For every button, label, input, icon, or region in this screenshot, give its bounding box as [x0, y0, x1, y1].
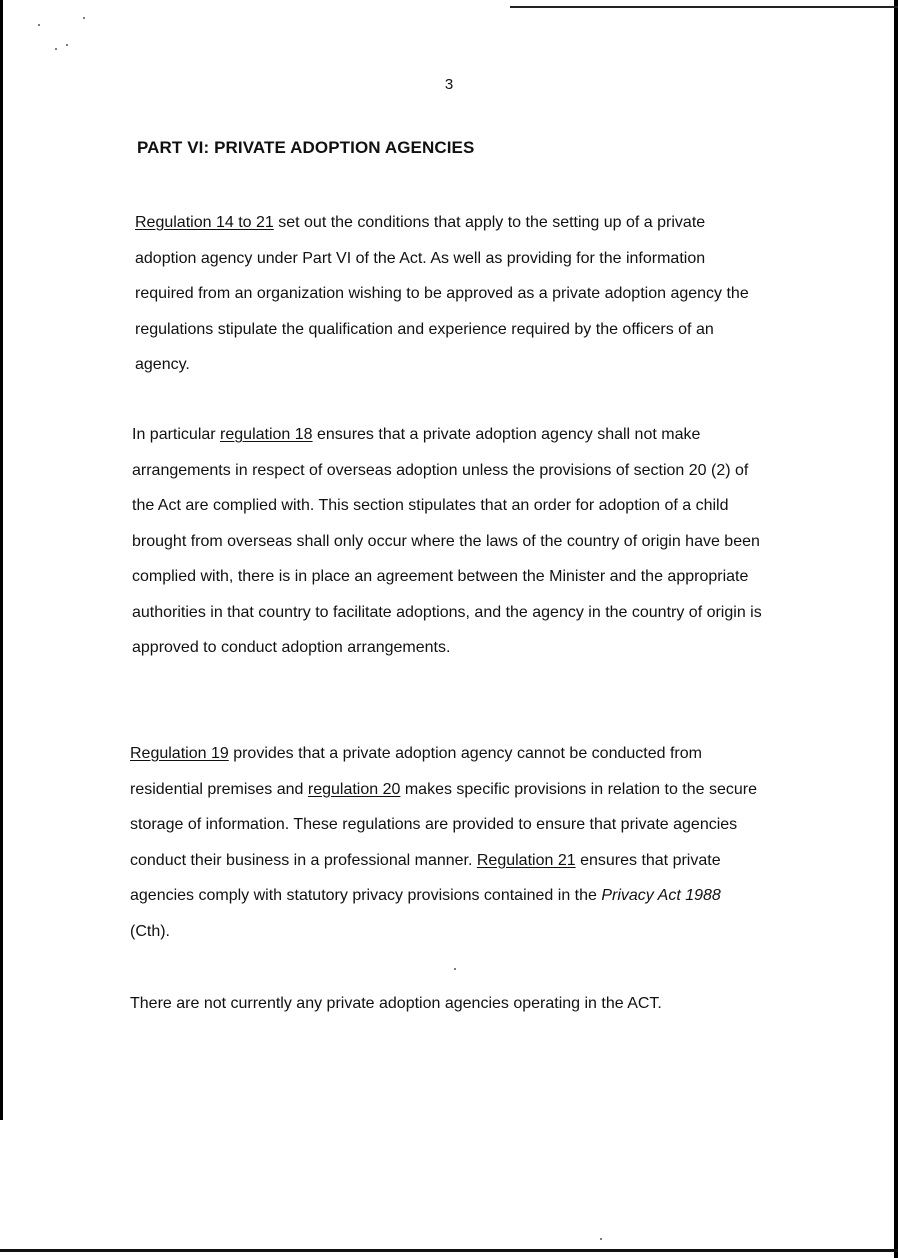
section-heading: PART VI: PRIVATE ADOPTION AGENCIES: [137, 138, 475, 157]
scan-border-bottom: [0, 1249, 898, 1252]
regulation-reference: Regulation 21: [476, 851, 576, 869]
paragraph-text: set out the conditions that apply to the setting up of a private adoption agency under Part VI of the Act. As well as providing for the information required from an organization wishing to be approved as a private adoption agency the regulations stipulate the qualification and experience required by the officers of an agency.: [135, 214, 749, 373]
paragraph-text: (Cth).: [130, 922, 170, 940]
scan-border-right: [894, 0, 898, 1258]
act-title: Privacy Act 1988: [601, 887, 721, 904]
scan-speck: [83, 17, 85, 19]
regulation-reference: regulation 20: [307, 780, 401, 798]
paragraph-premises-and-privacy: [130, 736, 760, 949]
page-number: 3: [444, 76, 454, 93]
scan-speck: [55, 48, 57, 50]
paragraph-agency-conditions: [135, 205, 765, 383]
paragraph-text: In particular: [132, 426, 221, 443]
paragraph-text: ensures that a private adoption agency shall not make arrangements in respect of overseas adoption unless the provisions of section 20 (2) of the Act are complied with. This section stipulates that an order for adoption of a child brought from overseas shall only occur where the laws of the country of origin have been complied with, there is in place an agreement between the Minister and the appropriate authorities in that country to facilitate adoptions, and the agency in the country of origin is approved to conduct adoption arrangements.: [132, 426, 762, 656]
paragraph-text: provides that a private adoption agency cannot be conducted from residential premises and: [130, 745, 702, 798]
scan-border-left: [0, 0, 3, 1120]
paragraph-no-agencies: There are not currently any private adoption agencies operating in the ACT.: [130, 995, 662, 1012]
regulation-reference: Regulation 19: [130, 745, 229, 762]
paragraph-overseas-adoption: [132, 417, 762, 666]
scan-speck: [600, 1238, 602, 1240]
regulation-reference: Regulation 14 to 21: [135, 214, 274, 231]
scan-border-top: [510, 6, 898, 8]
paragraph-text: ensures that private agencies comply with statutory privacy provisions contained in the: [130, 851, 721, 904]
paragraph-text: makes specific provisions in relation to the secure storage of information. These regulations are provided to ensure that private agencies conduct their business in a professional manner.: [130, 780, 757, 869]
scan-speck: [38, 24, 40, 26]
regulation-reference: regulation 18: [220, 426, 313, 443]
scan-speck: [66, 44, 68, 46]
scan-speck: [454, 968, 456, 970]
